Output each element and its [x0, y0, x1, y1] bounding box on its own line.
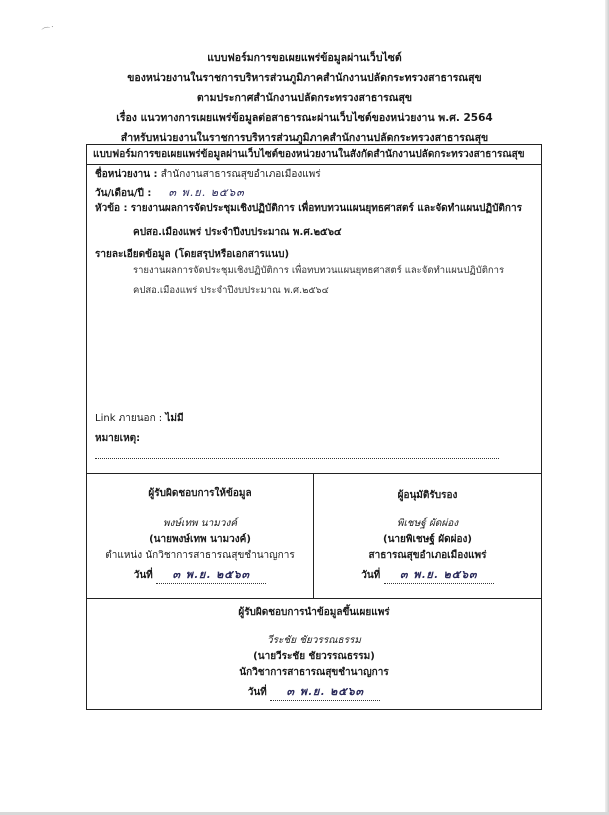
provider-date-row — [87, 565, 313, 584]
detail-line-2: คปสอ.เมืองแพร่ ประจำปีงบประมาณ พ.ศ.๒๕๖๔ — [133, 285, 329, 296]
date-label: วัน/เดือน/ปี : — [95, 188, 152, 199]
provider-heading: ผู้รับผิดชอบการให้ข้อมูล — [148, 488, 252, 499]
info-section — [87, 165, 541, 474]
publisher-date-value: ๓ พ.ย. ๒๕๖๓ — [270, 682, 380, 701]
publisher-heading: ผู้รับผิดชอบการนำข้อมูลขึ้นเผยแพร่ — [238, 607, 390, 618]
provider-block — [87, 474, 313, 598]
link-value: ไม่มี — [165, 413, 184, 424]
publication-form — [86, 144, 542, 710]
date-value: ๓ พ.ย. ๒๕๖๓ — [168, 186, 245, 199]
agency-row — [95, 167, 321, 182]
document-header — [0, 48, 609, 148]
approver-block — [314, 474, 541, 598]
link-row — [95, 411, 184, 426]
approver-position: สาธารณสุขอำเภอเมืองแพร่ — [368, 550, 487, 561]
provider-signature: พงษ์เทพ นามวงค์ — [162, 518, 238, 529]
provider-date-value: ๓ พ.ย. ๒๕๖๓ — [156, 565, 266, 584]
detail-line-1: รายงานผลการจัดประชุมเชิงปฏิบัติการ เพื่อทบทวนแผนยุทธศาสตร์ และจัดทำแผนปฏิบัติการ — [133, 265, 505, 276]
remark-line — [95, 457, 499, 459]
subject-row — [95, 201, 522, 216]
header-line-3: ตามประกาศสำนักงานปลัดกระทรวงสาธารณสุข — [196, 92, 413, 104]
form-title: แบบฟอร์มการขอเผยแพร่ข้อมูลผ่านเว็บไซต์ของหน่วยงานในสังกัดสำนักงานปลัดกระทรวงสาธารณสุข — [87, 145, 541, 165]
publisher-name: (นายวีระชัย ชัยวรรณธรรม) — [253, 651, 375, 662]
agency-value: สำนักงานสาธารณสุขอำเภอเมืองแพร่ — [160, 169, 321, 180]
link-label: Link ภายนอก : — [95, 413, 163, 424]
approver-date-label: วันที่ — [361, 570, 381, 581]
subject-line-2: คปสอ.เมืองแพร่ ประจำปีงบประมาณ พ.ศ.๒๕๖๔ — [133, 227, 342, 238]
agency-label: ชื่อหน่วยงาน : — [95, 169, 158, 180]
approver-date-value: ๓ พ.ย. ๒๕๖๓ — [384, 565, 494, 584]
signature-section — [87, 474, 541, 599]
provider-position: ตำแหน่ง นักวิชาการสาธารณสุขชำนาญการ — [105, 550, 295, 561]
approver-date-row — [314, 565, 541, 584]
provider-name: (นายพงษ์เทพ นามวงค์) — [149, 534, 251, 545]
header-line-2: ของหน่วยงานในราชการบริหารส่วนภูมิภาคสำนักงานปลัดกระทรวงสาธารณสุข — [127, 72, 482, 84]
publisher-date-row — [87, 682, 541, 701]
approver-signature: พิเชษฐ์ ผัดผ่อง — [396, 518, 459, 529]
publisher-date-label: วันที่ — [247, 687, 267, 698]
header-line-5: สำหรับหน่วยงานในราชการบริหารส่วนภูมิภาคสำนักงานปลัดกระทรวงสาธารณสุข — [120, 132, 489, 144]
header-line-1: แบบฟอร์มการขอเผยแพร่ข้อมูลผ่านเว็บไซต์ — [207, 52, 402, 64]
approver-name: (นายพิเชษฐ์ ผัดผ่อง) — [383, 534, 472, 545]
header-line-4: เรื่อง แนวทางการเผยแพร่ข้อมูลต่อสาธารณะผ่านเว็บไซต์ของหน่วยงาน พ.ศ. 2564 — [116, 112, 493, 124]
subject-line-1: รายงานผลการจัดประชุมเชิงปฏิบัติการ เพื่อทบทวนแผนยุทธศาสตร์ และจัดทำแผนปฏิบัติการ — [130, 203, 522, 214]
remark-label: หมายเหตุ: — [95, 433, 141, 444]
date-row — [95, 183, 245, 201]
approver-heading: ผู้อนุมัติรับรอง — [397, 490, 458, 501]
publisher-block — [87, 599, 541, 709]
detail-label: รายละเอียดข้อมูล (โดยสรุปหรือเอกสารแนบ) — [95, 249, 290, 260]
publisher-position: นักวิชาการสาธารณสุขชำนาญการ — [239, 667, 389, 678]
publisher-signature: วีระชัย ชัยวรรณธรรม — [267, 635, 361, 646]
scan-speck: ⌒˙ — [41, 25, 57, 39]
subject-label: หัวข้อ : — [95, 203, 128, 214]
provider-date-label: วันที่ — [133, 570, 153, 581]
